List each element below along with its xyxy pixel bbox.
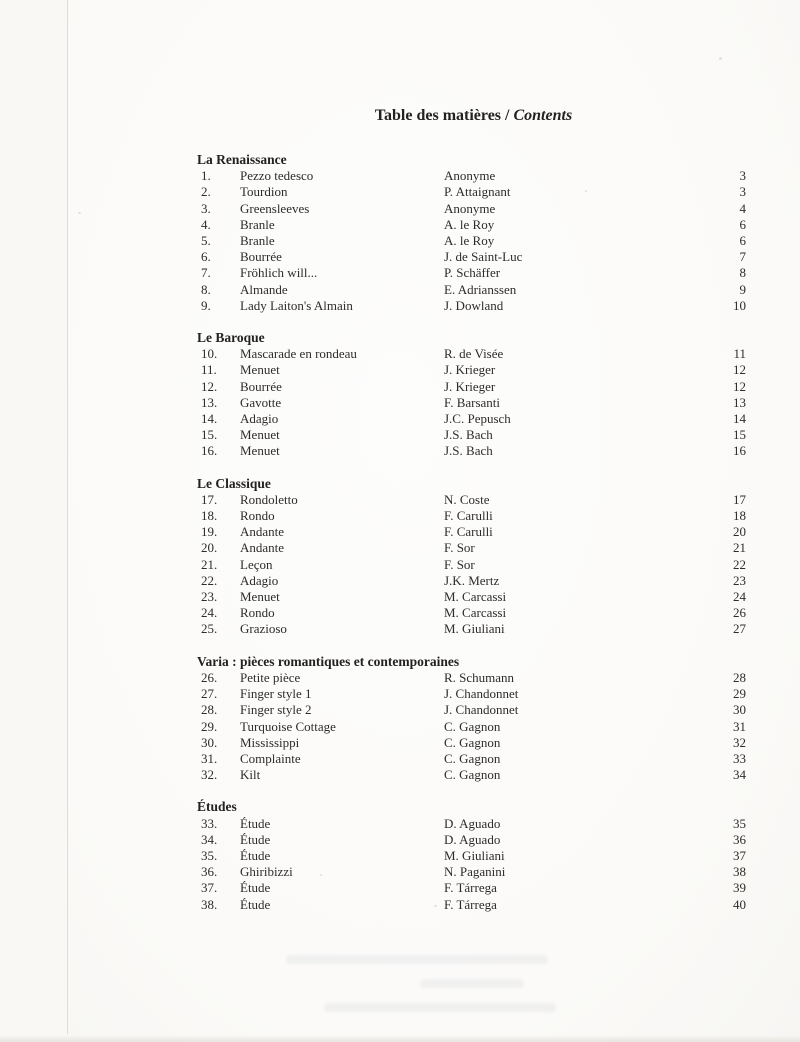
- entry-page: 40: [733, 896, 746, 912]
- section-heading: Varia : pièces romantiques et contemporaines: [197, 653, 460, 669]
- entry-page: 6: [739, 216, 746, 232]
- toc-row: [201, 265, 746, 281]
- entry-composer: J.S. Bach: [444, 443, 493, 459]
- entry-number: 26.: [201, 669, 218, 685]
- entry-title: Petite pièce: [240, 669, 301, 685]
- toc-row: [201, 379, 746, 395]
- toc-row: [201, 184, 746, 200]
- entry-number: 17.: [201, 491, 218, 507]
- entry-page: 37: [733, 847, 746, 863]
- entry-number: 8.: [201, 281, 211, 297]
- entry-composer: F. Barsanti: [444, 394, 501, 410]
- section-heading: La Renaissance: [197, 152, 287, 167]
- entry-composer: J.K. Mertz: [444, 572, 500, 588]
- entry-number: 36.: [201, 864, 218, 880]
- scan-speck: [78, 212, 81, 214]
- entry-title: Adagio: [240, 411, 279, 427]
- entry-title: Finger style 2: [240, 702, 312, 718]
- entry-composer: D. Aguado: [444, 831, 501, 847]
- bleedthrough-line: [324, 1003, 556, 1012]
- entry-title: Fröhlich will...: [240, 265, 318, 281]
- entry-title: Menuet: [240, 427, 280, 443]
- entry-number: 18.: [201, 508, 218, 524]
- entry-composer: E. Adrianssen: [444, 281, 517, 297]
- scan-speck: [434, 905, 437, 907]
- entry-page: 12: [733, 362, 746, 378]
- entry-page: 29: [733, 686, 746, 702]
- entry-title: Leçon: [240, 556, 273, 572]
- entry-composer: J. Chandonnet: [444, 686, 519, 702]
- entry-page: 8: [739, 265, 746, 281]
- entry-number: 27.: [201, 686, 218, 702]
- entry-number: 2.: [201, 184, 211, 200]
- section-rows: [201, 816, 746, 913]
- entry-page: 3: [739, 168, 746, 184]
- entry-composer: F. Tárrega: [444, 880, 497, 896]
- entry-title: Ghiribizzi: [240, 864, 293, 880]
- toc-row: [201, 427, 746, 443]
- entry-number: 11.: [201, 362, 217, 378]
- toc-row: [201, 540, 746, 556]
- entry-number: 31.: [201, 750, 218, 766]
- toc-row: [201, 751, 746, 767]
- entry-page: 28: [733, 669, 746, 685]
- entry-composer: J. de Saint-Luc: [444, 249, 523, 265]
- entry-title: Menuet: [240, 589, 280, 605]
- toc-row: [201, 233, 746, 249]
- entry-number: 16.: [201, 443, 218, 459]
- entry-composer: R. de Visée: [444, 346, 504, 362]
- entry-page: 26: [733, 605, 746, 621]
- toc-row: [201, 832, 746, 848]
- entry-title: Menuet: [240, 362, 280, 378]
- toc-row: [201, 897, 746, 913]
- toc-row: [201, 702, 746, 718]
- entry-number: 30.: [201, 734, 218, 750]
- page-title-french: Table des matières /: [374, 107, 514, 124]
- entry-page: 31: [733, 718, 746, 734]
- toc-row: [201, 621, 746, 637]
- entry-composer: M. Carcassi: [444, 605, 507, 621]
- entry-composer: C. Gagnon: [444, 734, 501, 750]
- entry-number: 32.: [201, 767, 218, 783]
- section-heading: Le Baroque: [197, 330, 265, 346]
- entry-page: 21: [733, 540, 746, 556]
- entry-composer: M. Carcassi: [444, 589, 507, 605]
- entry-title: Étude: [240, 896, 271, 912]
- scan-speck: [320, 874, 322, 876]
- entry-title: Turquoise Cottage: [240, 718, 336, 734]
- scan-speck: [719, 57, 722, 60]
- toc-row: [201, 589, 746, 605]
- entry-composer: A. le Roy: [444, 233, 495, 249]
- entry-page: 4: [739, 200, 746, 216]
- entry-title: Bourrée: [240, 378, 282, 394]
- entry-number: 9.: [201, 297, 211, 313]
- entry-number: 3.: [201, 200, 211, 216]
- entry-page: 20: [733, 524, 746, 540]
- entry-composer: F. Tárrega: [444, 896, 497, 912]
- entry-composer: C. Gagnon: [444, 767, 501, 783]
- section-rows: [201, 670, 746, 783]
- entry-title: Étude: [240, 831, 271, 847]
- entry-number: 35.: [201, 847, 218, 863]
- entry-title: Rondo: [240, 508, 275, 524]
- entry-number: 13.: [201, 394, 218, 410]
- entry-number: 25.: [201, 621, 218, 637]
- toc-row: [201, 395, 746, 411]
- entry-composer: Anonyme: [444, 200, 496, 216]
- entry-title: Lady Laiton's Almain: [240, 297, 353, 313]
- entry-page: 17: [733, 491, 746, 507]
- toc-section: [197, 330, 746, 460]
- entry-title: Tourdion: [240, 184, 288, 200]
- entry-page: 35: [733, 815, 746, 831]
- entry-number: 21.: [201, 556, 218, 572]
- entry-page: 9: [739, 281, 746, 297]
- toc-row: [201, 848, 746, 864]
- entry-title: Andante: [240, 524, 285, 540]
- entry-page: 32: [733, 734, 746, 750]
- toc-row: [201, 816, 746, 832]
- entry-page: 33: [733, 750, 746, 766]
- page-edge-line: [67, 0, 68, 1034]
- entry-title: Menuet: [240, 443, 280, 459]
- entry-title: Mississippi: [240, 734, 300, 750]
- toc-row: [201, 735, 746, 751]
- entry-number: 19.: [201, 524, 218, 540]
- entry-composer: C. Gagnon: [444, 718, 501, 734]
- toc-section: [197, 653, 746, 784]
- toc-row: [201, 362, 746, 378]
- toc-content: [197, 0, 746, 913]
- entry-page: 13: [733, 394, 746, 410]
- entry-number: 14.: [201, 411, 218, 427]
- entry-page: 12: [733, 378, 746, 394]
- entry-title: Branle: [240, 233, 275, 249]
- entry-number: 7.: [201, 265, 211, 281]
- entry-composer: J. Chandonnet: [444, 702, 519, 718]
- entry-number: 33.: [201, 815, 218, 831]
- toc-row: [201, 508, 746, 524]
- entry-page: 38: [733, 864, 746, 880]
- toc-row: [201, 557, 746, 573]
- toc-row: [201, 605, 746, 621]
- toc-row: [201, 282, 746, 298]
- toc-row: [201, 524, 746, 540]
- toc-row: [201, 492, 746, 508]
- toc-sections: [197, 152, 746, 913]
- entry-title: Gavotte: [240, 394, 282, 410]
- entry-page: 14: [733, 411, 746, 427]
- toc-row: [201, 249, 746, 265]
- entry-composer: N. Coste: [444, 491, 490, 507]
- entry-number: 5.: [201, 233, 211, 249]
- scan-left-margin: [0, 0, 67, 1042]
- entry-title: Branle: [240, 216, 275, 232]
- entry-page: 3: [739, 184, 746, 200]
- entry-composer: N. Paganini: [444, 864, 506, 880]
- entry-number: 12.: [201, 378, 218, 394]
- entry-page: 30: [733, 702, 746, 718]
- entry-page: 15: [733, 427, 746, 443]
- entry-number: 24.: [201, 605, 218, 621]
- entry-title: Adagio: [240, 572, 279, 588]
- entry-number: 34.: [201, 831, 218, 847]
- entry-title: Rondoletto: [240, 491, 298, 507]
- toc-row: [201, 767, 746, 783]
- entry-title: Rondo: [240, 605, 275, 621]
- bleedthrough-line: [286, 955, 548, 964]
- entry-composer: A. le Roy: [444, 216, 495, 232]
- entry-title: Complainte: [240, 750, 301, 766]
- entry-composer: F. Carulli: [444, 524, 493, 540]
- entry-number: 6.: [201, 249, 211, 265]
- toc-row: [201, 168, 746, 184]
- entry-page: 16: [733, 443, 746, 459]
- entry-title: Kilt: [240, 767, 261, 783]
- entry-title: Bourrée: [240, 249, 282, 265]
- entry-composer: Anonyme: [444, 168, 496, 184]
- entry-composer: J. Krieger: [444, 378, 496, 394]
- entry-composer: J. Dowland: [444, 297, 504, 313]
- entry-title: Pezzo tedesco: [240, 168, 314, 184]
- entry-composer: C. Gagnon: [444, 750, 501, 766]
- entry-title: Étude: [240, 815, 271, 831]
- entry-composer: J.C. Pepusch: [444, 411, 511, 427]
- entry-page: 7: [739, 249, 746, 265]
- entry-composer: R. Schumann: [444, 669, 515, 685]
- toc-row: [201, 217, 746, 233]
- entry-number: 23.: [201, 589, 218, 605]
- entry-page: 34: [733, 767, 746, 783]
- entry-composer: M. Giuliani: [444, 847, 505, 863]
- entry-page: 22: [733, 556, 746, 572]
- entry-page: 36: [733, 831, 746, 847]
- entry-composer: P. Attaignant: [444, 184, 511, 200]
- entry-number: 10.: [201, 346, 218, 362]
- page-title-english: Contents: [513, 107, 573, 124]
- toc-section: [197, 799, 746, 912]
- entry-composer: J.S. Bach: [444, 427, 493, 443]
- entry-page: 6: [739, 233, 746, 249]
- entry-page: 11: [733, 346, 746, 362]
- entry-number: 1.: [201, 168, 211, 184]
- scan-bottom-shadow: [0, 1035, 800, 1042]
- entry-page: 23: [733, 572, 746, 588]
- entry-title: Étude: [240, 847, 271, 863]
- toc-row: [201, 670, 746, 686]
- entry-composer: M. Giuliani: [444, 621, 505, 637]
- toc-section: [197, 152, 746, 314]
- section-rows: [201, 492, 746, 638]
- entry-number: 15.: [201, 427, 218, 443]
- entry-title: Greensleeves: [240, 200, 310, 216]
- entry-composer: J. Krieger: [444, 362, 496, 378]
- entry-title: Grazioso: [240, 621, 287, 637]
- entry-title: Étude: [240, 880, 271, 896]
- toc-row: [201, 346, 746, 362]
- toc-row: [201, 864, 746, 880]
- toc-row: [201, 443, 746, 459]
- section-heading: Études: [197, 799, 237, 815]
- section-heading: Le Classique: [197, 475, 271, 491]
- entry-number: 37.: [201, 880, 218, 896]
- toc-row: [201, 880, 746, 896]
- entry-composer: F. Sor: [444, 556, 475, 572]
- entry-composer: F. Sor: [444, 540, 475, 556]
- entry-number: 4.: [201, 216, 211, 232]
- entry-title: Andante: [240, 540, 285, 556]
- toc-row: [201, 719, 746, 735]
- toc-row: [201, 686, 746, 702]
- entry-composer: D. Aguado: [444, 815, 501, 831]
- toc-row: [201, 573, 746, 589]
- section-rows: [201, 346, 746, 459]
- entry-number: 20.: [201, 540, 218, 556]
- entry-title: Mascarade en rondeau: [240, 346, 357, 362]
- scan-speck: [585, 190, 587, 192]
- entry-composer: P. Schäffer: [444, 265, 501, 281]
- entry-page: 24: [733, 589, 746, 605]
- entry-number: 28.: [201, 702, 218, 718]
- entry-page: 18: [733, 508, 746, 524]
- entry-page: 39: [733, 880, 746, 896]
- entry-title: Finger style 1: [240, 686, 312, 702]
- entry-number: 29.: [201, 718, 218, 734]
- toc-section: [197, 475, 746, 638]
- entry-page: 27: [733, 621, 746, 637]
- page-title: [201, 106, 746, 126]
- entry-composer: F. Carulli: [444, 508, 493, 524]
- toc-row: [201, 411, 746, 427]
- toc-row: [201, 298, 746, 314]
- bleedthrough-line: [420, 979, 524, 988]
- entry-page: 10: [733, 297, 746, 313]
- entry-number: 22.: [201, 572, 218, 588]
- toc-row: [201, 201, 746, 217]
- entry-title: Almande: [240, 281, 288, 297]
- section-rows: [201, 168, 746, 314]
- entry-number: 38.: [201, 896, 218, 912]
